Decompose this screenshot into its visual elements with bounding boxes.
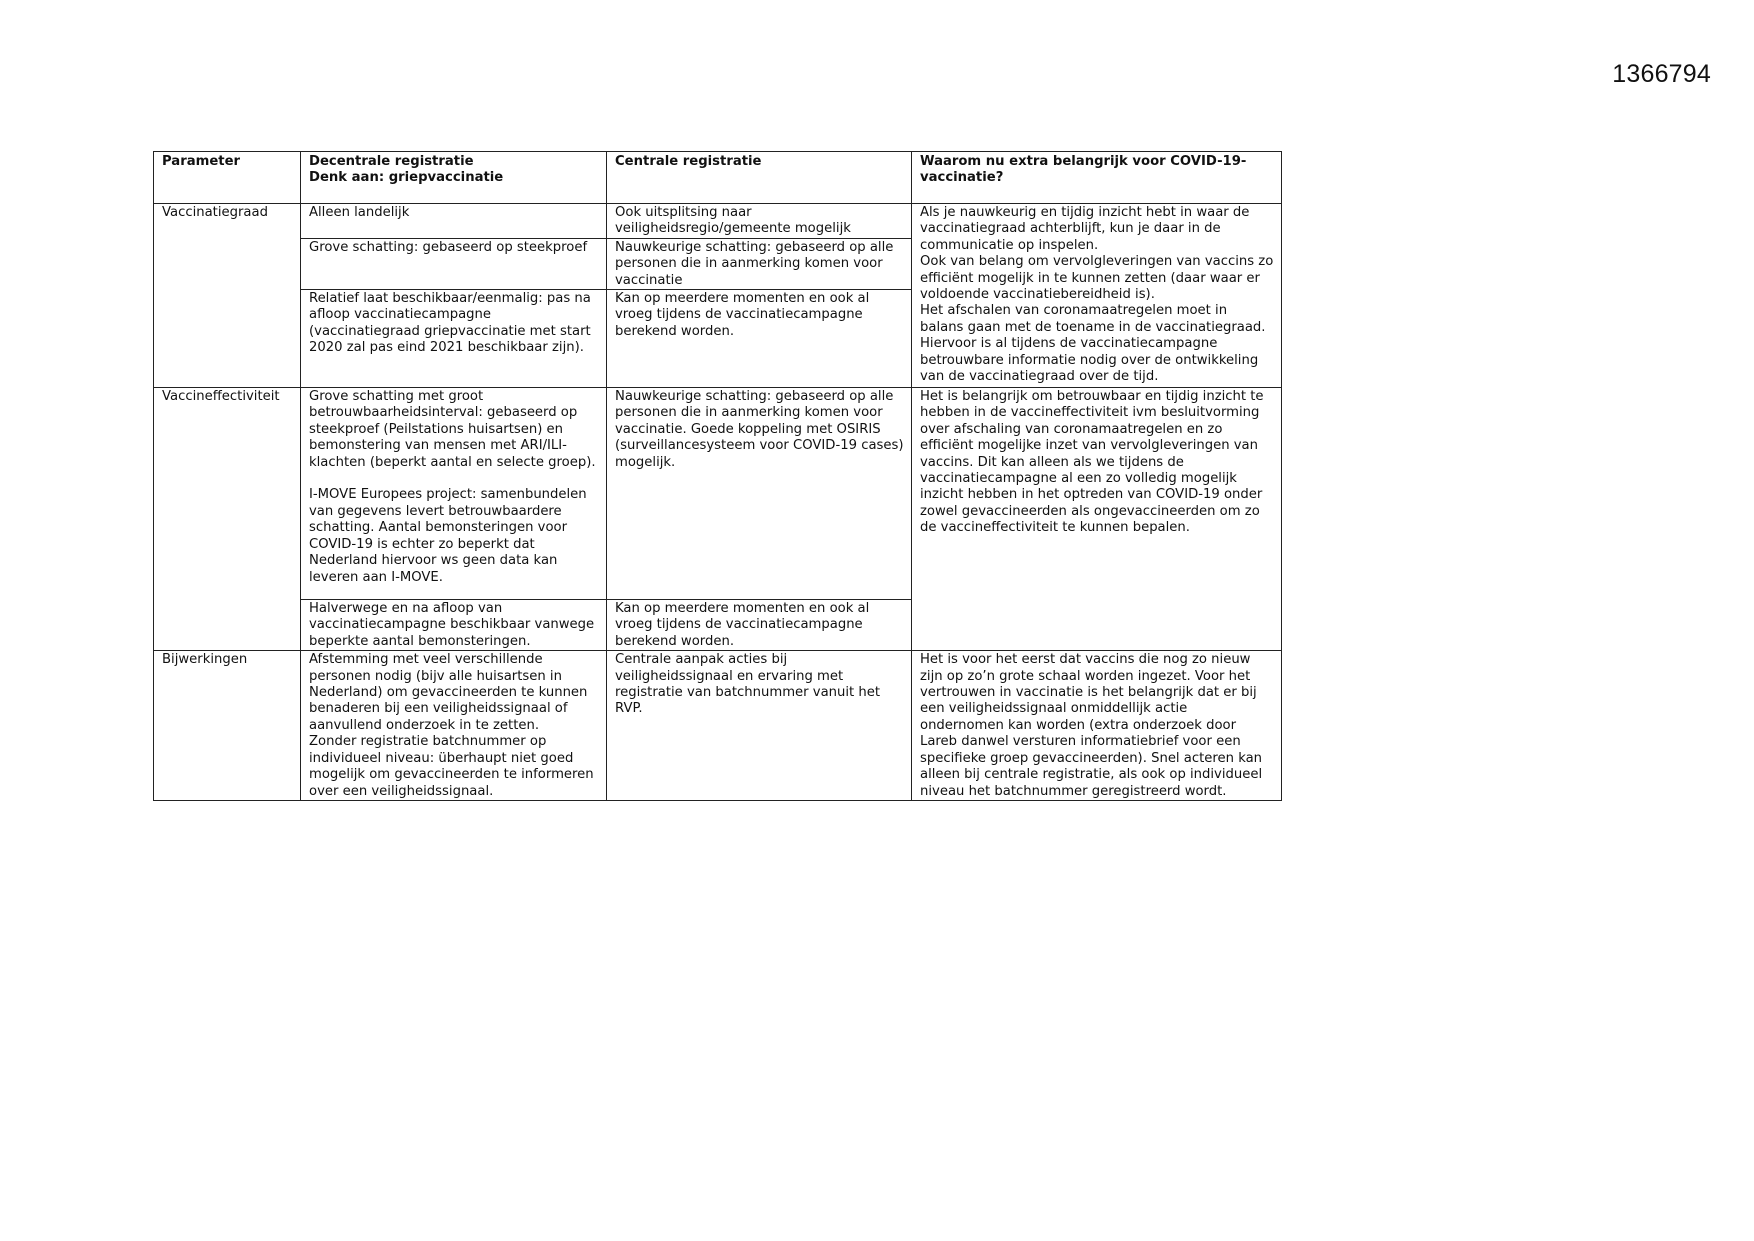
cell-centraal: Kan op meerdere momenten en ook al vroeg tijdens de vaccinatiecampagne berekend worden. (607, 600, 912, 651)
cell-decentraal: Halverwege en na afloop van vaccinatiecampagne beschikbaar vanwege beperkte aantal bemonsteringen. (301, 600, 607, 651)
cell-decentraal: Relatief laat beschikbaar/eenmalig: pas na afloop vaccinatiecampagne (vaccinatiegraad griepvaccinatie met start 2020 zal pas eind 2021 beschikbaar zijn). (301, 290, 607, 388)
cell-centraal: Ook uitsplitsing naar veiligheidsregio/gemeente mogelijk (607, 204, 912, 239)
header-centrale-registratie: Centrale registratie (607, 152, 912, 204)
param-vaccineffectiviteit: Vaccineffectiviteit (154, 388, 301, 651)
cell-waarom-bijwerkingen: Het is voor het eerst dat vaccins die nog zo nieuw zijn op zo’n grote schaal worden ingezet. Voor het vertrouwen in vaccinatie is het belangrijk dat er bij een veiligheidssignaal onmiddellijk actie ondernomen kan worden (extra onderzoek door Lareb danwel versturen informatiebrief voor een specifieke groep gevaccineerden). Snel acteren kan alleen bij centrale registratie, als ook op individueel niveau het batchnummer geregistreerd wordt. (912, 651, 1282, 801)
cell-waarom-vaccineffectiviteit: Het is belangrijk om betrouwbaar en tijdig inzicht te hebben in de vaccineffectiviteit ivm besluitvorming over afschaling van coronamaatregelen en zo efficiënt mogelijke inzet van vervolgleveringen van vaccins. Dit kan alleen als we tijdens de vaccinatiecampagne al een zo volledig mogelijk inzicht hebben in het optreden van COVID-19 onder zowel gevaccineerden als ongevaccineerden om zo de vaccineffectiviteit te kunnen bepalen. (912, 388, 1282, 651)
cell-centraal: Centrale aanpak acties bij veiligheidssignaal en ervaring met registratie van batchnummer vanuit het RVP. (607, 651, 912, 801)
param-vaccinatiegraad: Vaccinatiegraad (154, 204, 301, 388)
cell-decentraal: Afstemming met veel verschillende personen nodig (bijv alle huisartsen in Nederland) om gevaccineerden te kunnen benaderen bij een veiligheidssignaal of aanvullend onderzoek in te zetten. Zonder registratie batchnummer op individueel niveau: überhaupt niet goed mogelijk om gevaccineerden te informeren over een veiligheidssignaal. (301, 651, 607, 801)
table-header-row (154, 152, 1282, 204)
cell-centraal: Nauwkeurige schatting: gebaseerd op alle personen die in aanmerking komen voor vaccinatie. Goede koppeling met OSIRIS (surveillancesysteem voor COVID-19 cases) mogelijk. (607, 388, 912, 600)
cell-decentraal: Alleen landelijk (301, 204, 607, 239)
document-number: 1366794 (1612, 60, 1711, 88)
registration-comparison-table (153, 151, 1282, 801)
header-decentrale-registratie: Decentrale registratie Denk aan: griepvaccinatie (301, 152, 607, 204)
header-waarom-belangrijk: Waarom nu extra belangrijk voor COVID-19-vaccinatie? (912, 152, 1282, 204)
table-row (154, 651, 1282, 801)
param-bijwerkingen: Bijwerkingen (154, 651, 301, 801)
cell-waarom-vaccinatiegraad: Als je nauwkeurig en tijdig inzicht hebt in waar de vaccinatiegraad achterblijft, kun je daar in de communicatie op inspelen. Ook van belang om vervolgleveringen van vaccins zo efficiënt mogelijk in te kunnen zetten (daar waar er voldoende vaccinatiebereidheid is). Het afschalen van coronamaatregelen moet in balans gaan met de toename in de vaccinatiegraad. Hiervoor is al tijdens de vaccinatiecampagne betrouwbare informatie nodig over de ontwikkeling van de vaccinatiegraad over de tijd. (912, 204, 1282, 388)
table-row (154, 204, 1282, 239)
cell-centraal: Kan op meerdere momenten en ook al vroeg tijdens de vaccinatiecampagne berekend worden. (607, 290, 912, 388)
cell-centraal: Nauwkeurige schatting: gebaseerd op alle personen die in aanmerking komen voor vaccinatie (607, 238, 912, 289)
header-parameter: Parameter (154, 152, 301, 204)
table-row (154, 388, 1282, 600)
cell-decentraal: Grove schatting: gebaseerd op steekproef (301, 238, 607, 289)
cell-decentraal: Grove schatting met groot betrouwbaarheidsinterval: gebaseerd op steekproef (Peilstations huisartsen) en bemonstering van mensen met ARI/ILI-klachten (beperkt aantal en selecte groep). I-MOVE Europees project: samenbundelen van gegevens levert betrouwbaardere schatting. Aantal bemonsteringen voor COVID-19 is echter zo beperkt dat Nederland hiervoor ws geen data kan leveren aan I-MOVE. (301, 388, 607, 600)
